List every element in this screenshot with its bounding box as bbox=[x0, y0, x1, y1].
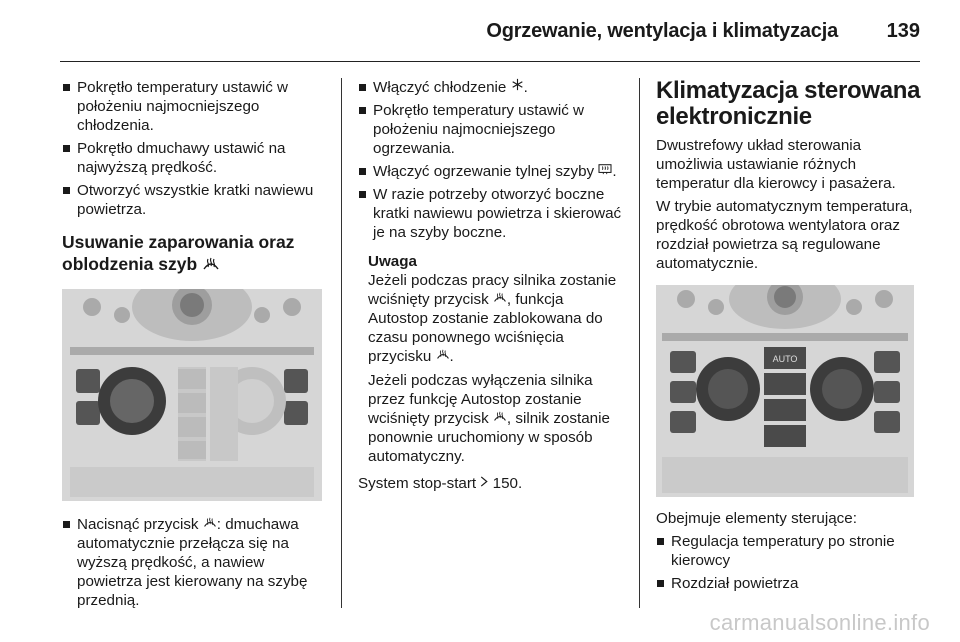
list-item: Pokrętło temperatury ustawić w położeniu najmocniejszego ogrzewania. bbox=[358, 101, 626, 158]
list-item: Otworzyć wszystkie kratki nawiewu powietrza. bbox=[62, 181, 330, 219]
cross-reference-page: 150. bbox=[492, 475, 523, 492]
column-2 bbox=[358, 78, 626, 497]
windshield-defrost-icon bbox=[203, 517, 217, 530]
page-header bbox=[60, 0, 920, 62]
panel-auto-label: AUTO bbox=[772, 354, 798, 364]
page-title: Ogrzewanie, wentylacja i klimatyzacja bbox=[486, 20, 838, 42]
windshield-defrost-icon bbox=[493, 411, 507, 424]
climate-panel-photo-1 bbox=[62, 289, 322, 501]
note-box bbox=[368, 252, 626, 466]
list-item: Pokrętło temperatury ustawić w położeniu najmocniejszego chłodzenia. bbox=[62, 78, 330, 135]
column-1 bbox=[62, 78, 330, 614]
paragraph: W trybie automatycznym temperatura, prędkość obrotowa wentylatora oraz rozdział powietrza są regulowane automatycznie. bbox=[656, 198, 913, 272]
column-divider-2 bbox=[639, 78, 640, 608]
climate-panel-photo-2 bbox=[656, 285, 914, 497]
list-item: Pokrętło dmuchawy ustawić na najwyższą prędkość. bbox=[62, 139, 330, 177]
windshield-defrost-icon bbox=[202, 254, 220, 274]
page-number: 139 bbox=[886, 20, 920, 42]
column-3 bbox=[656, 78, 926, 597]
snowflake-icon bbox=[511, 78, 524, 93]
cross-reference: System stop-start 150. bbox=[358, 475, 523, 492]
windshield-defrost-icon bbox=[436, 349, 450, 362]
paragraph: Obejmuje elementy sterujące: bbox=[656, 510, 857, 527]
note-title: Uwaga bbox=[368, 253, 417, 270]
section-heading-defog bbox=[62, 231, 330, 275]
list-item: W razie potrzeby otworzyć boczne kratki nawiewu powietrza i skierować je na szyby boczne. bbox=[358, 185, 626, 242]
section-heading-text: Usuwanie zaparowania oraz oblodzenia szyb bbox=[62, 232, 295, 274]
watermark: carmanualsonline.info bbox=[709, 610, 930, 635]
reference-arrow-icon bbox=[480, 476, 488, 489]
list-item: Nacisnąć przycisk : dmuchawa automatycznie przełącza się na wyższą prędkość, a nawiew powietrza jest kierowany na szybę przednią. bbox=[62, 515, 330, 610]
list-item: Rozdział powietrza bbox=[656, 574, 926, 593]
paragraph: Dwustrefowy układ sterowania umożliwia ustawianie różnych temperatur dla kierowcy i pasażera. bbox=[656, 137, 896, 192]
rear-window-heat-icon bbox=[598, 163, 612, 177]
section-heading-auto-climate: Klimatyzacja sterowana elektronicznie bbox=[656, 77, 921, 130]
list-item: Włączyć ogrzewanie tylnej szyby . bbox=[358, 162, 626, 181]
windshield-defrost-icon bbox=[493, 292, 507, 305]
note-paragraph: Jeżeli podczas wyłączenia silnika przez funkcję Autostop zostanie wciśnięty przycisk , silnik zostanie ponownie uruchomiony w sposób automatyczny. bbox=[368, 372, 610, 465]
column-divider-1 bbox=[341, 78, 342, 608]
list-item: Regulacja temperatury po stronie kierowcy bbox=[656, 532, 926, 570]
note-paragraph: Jeżeli podczas pracy silnika zostanie wciśnięty przycisk , funkcja Autostop zostanie zablokowana do czasu ponownego wciśnięcia przycisku . bbox=[368, 272, 617, 365]
list-item: Włączyć chłodzenie . bbox=[358, 78, 626, 97]
